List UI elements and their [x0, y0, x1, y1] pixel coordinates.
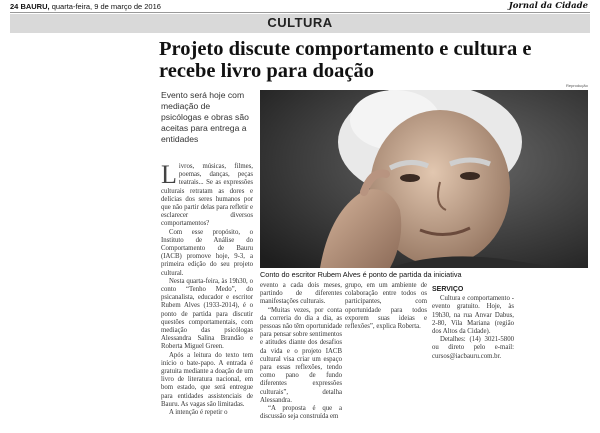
article-photo — [260, 90, 588, 268]
paragraph: Com esse propósito, o Instituto de Análise do Comportamento de Bauru (IACB) promove hoje, 9-3, a primeira edição do seu projeto cultural. — [161, 228, 253, 277]
paragraph: “A proposta é que a discussão seja construída em — [260, 405, 342, 421]
portrait-image — [260, 90, 588, 268]
section-bar — [10, 14, 590, 33]
paragraph — [161, 160, 253, 229]
servico-title: SERVIÇO — [432, 286, 464, 293]
photo-caption: Conto do escritor Rubem Alves é ponto de partida da iniciativa — [260, 270, 462, 279]
paragraph: Após a leitura do texto tem início o bate-papo. A entrada é gratuita mediante a doação de um livro de literatura nacional, em bom estado, que será entregue para entidades assistenciais de Bauru. As vagas são limitadas. — [161, 351, 253, 408]
article-column-1 — [161, 160, 253, 417]
photo-credit: Reprodução — [566, 83, 588, 88]
paragraph: Nesta quarta-feira, às 19h30, o conto “Tenho Medo”, do psicanalista, educador e escritor Rubem Alves (1933-2014), é o ponto de partida para discutir questões comportamentais, com mediação das psicólogas Alessandra Salina Brandão e Roberta Miguel Green. — [161, 277, 253, 351]
paragraph-text: ivros, músicas, filmes, poemas, danças, peças teatrais... Se as expressões culturais retratam as dores e delícias dos seres humanos por que não partir delas para refletir e esclarecer diversos comportamentos? — [161, 163, 253, 228]
page-header — [10, 2, 161, 11]
servico-paragraph: Cultura e comportamento - evento gratuito. Hoje, às 19h30, na rua Anvar Dabus, 2-80, Vila Mariana (região dos Altos da Cidade). — [432, 295, 514, 336]
newspaper-logo: Jornal da Cidade — [508, 1, 588, 11]
paragraph: grupo, em um ambiente de colaboração entre todos os participantes, com oportunidade para todos exporem suas ideias e reflexões”, explica Roberta. — [345, 282, 427, 331]
servico-contact: Detalhes: (14) 3021-5800 ou direto pelo e-mail: cursos@iacbauru.com.br. — [432, 336, 514, 360]
servico-box — [432, 282, 514, 361]
section-label: CULTURA — [267, 15, 333, 30]
paragraph: evento a cada dois meses, partindo de diferentes manifestações culturais. — [260, 282, 342, 306]
article-headline: Projeto discute comportamento e cultura e recebe livro para doação — [159, 38, 532, 82]
page-number: 24 — [10, 2, 19, 11]
header-divider — [10, 12, 590, 13]
paragraph: A intenção é repetir o — [169, 409, 228, 417]
header-city: BAURU, — [20, 2, 50, 11]
article-column-3 — [345, 282, 427, 331]
article-column-2 — [260, 282, 342, 421]
article-subtitle: Evento será hoje com mediação de psicólogas e obras são aceitas para entrega a entidades — [161, 90, 249, 144]
drop-cap: L — [161, 160, 177, 189]
header-date: quarta-feira, 9 de março de 2016 — [51, 2, 161, 11]
paragraph: “Muitas vezes, por conta da correria do dia a dia, as pessoas não têm oportunidade para pensar sobre sentimentos e atitudes diante dos desafios da vida e o projeto IACB cultural visa criar um espaço para essas reflexões, tendo como pano de fundo diferentes expressões culturais”, detalha Alessandra. — [260, 306, 342, 404]
